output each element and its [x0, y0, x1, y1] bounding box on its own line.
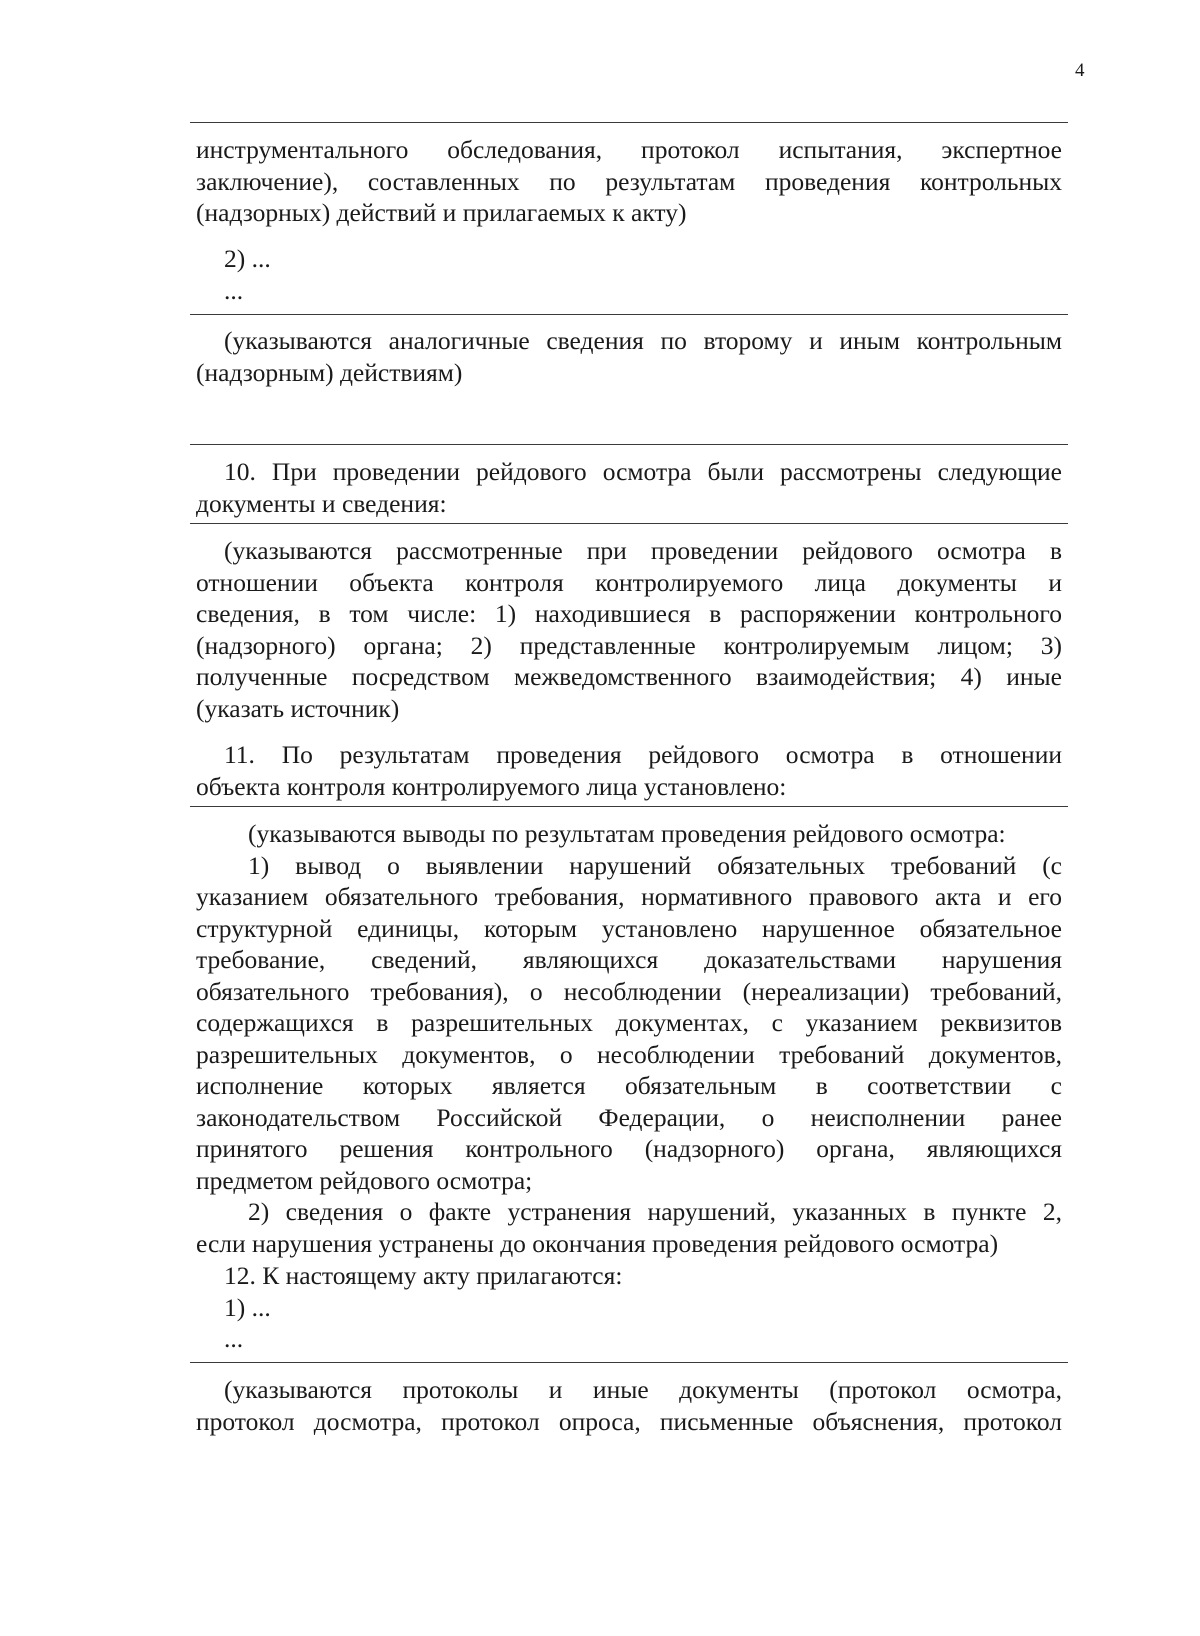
text-line: (указать источник) [196, 693, 400, 723]
analogous-actions-note [196, 325, 1062, 388]
text-line: (надзорных) действий и прилагаемых к акту) [196, 198, 687, 227]
text-line: инструментального обследования, протокол испытания, экспертное [196, 135, 1062, 164]
text-line: указанием обязательного требования, нормативного правового акта и его [196, 882, 1062, 911]
divider-line [190, 523, 1068, 524]
ellipsis-line: ... [224, 275, 244, 305]
section-10-note [196, 535, 1062, 724]
text-line: разрешительных документов, о несоблюдении требований документов, [196, 1039, 1062, 1069]
text-line: протокол досмотра, протокол опроса, письменные объяснения, протокол [196, 1406, 1062, 1436]
text-line: если нарушения устранены до окончания проведения рейдового осмотра) [196, 1228, 999, 1258]
section-12 [196, 1260, 1062, 1355]
text-line: 2) сведения о факте устранения нарушений, указанных в пункте 2, [248, 1197, 1062, 1226]
text-line: документы и сведения: [196, 488, 447, 518]
text-line: (указываются протоколы и иные документы (протокол осмотра, [224, 1375, 1062, 1404]
text-line: заключение), составленных по результатам проведения контрольных [196, 166, 1062, 196]
text-line: объекта контроля контролируемого лица установлено: [196, 771, 787, 801]
section-11-note [196, 818, 1062, 1259]
text-line: структурной единицы, которым установлено нарушенное обязательное [196, 913, 1062, 943]
page-number: 4 [1075, 60, 1085, 81]
section-title: 12. К настоящему акту прилагаются: [224, 1261, 623, 1290]
divider-line [190, 314, 1068, 315]
divider-line [190, 806, 1068, 807]
ellipsis-line: ... [224, 1324, 244, 1353]
item-2-placeholder [196, 243, 1062, 306]
text-line: полученные посредством межведомственного взаимодействия; 4) иные [196, 662, 1062, 691]
text-line: предметом рейдового осмотра; [196, 1165, 533, 1195]
section-10-heading [196, 456, 1062, 519]
section-12-note [196, 1374, 1062, 1437]
list-item: 2) ... [224, 244, 271, 273]
text-line: сведения, в том числе: 1) находившиеся в распоряжении контрольного [196, 599, 1062, 628]
text-line: 1) вывод о выявлении нарушений обязательных требований (с [248, 850, 1062, 880]
text-line: (указываются выводы по результатам проведения рейдового осмотра: [248, 819, 1006, 848]
text-line: (указываются рассмотренные при проведении рейдового осмотра в [224, 536, 1062, 565]
list-item: 1) ... [224, 1292, 271, 1322]
text-line: принятого решения контрольного (надзорного) органа, являющихся [196, 1134, 1062, 1163]
divider-line [190, 444, 1068, 445]
text-line: содержащихся в разрешительных документах, с указанием реквизитов [196, 1008, 1062, 1037]
text-line: исполнение которых является обязательным в соответствии с [196, 1071, 1062, 1100]
text-line: (надзорного) органа; 2) представленные контролируемым лицом; 3) [196, 630, 1062, 660]
text-line: требование, сведений, являющихся доказательствами нарушения [196, 945, 1062, 974]
instrumental-results-paragraph [196, 134, 1062, 229]
text-line: (надзорным) действиям) [196, 357, 463, 387]
section-11-heading [196, 739, 1062, 802]
text-line: отношении объекта контроля контролируемого лица документы и [196, 567, 1062, 597]
divider-line [190, 1362, 1068, 1363]
text-line: законодательством Российской Федерации, о неисполнении ранее [196, 1102, 1062, 1132]
text-line: 10. При проведении рейдового осмотра были рассмотрены следующие [224, 457, 1062, 486]
text-line: обязательного требования), о несоблюдении (нереализации) требований, [196, 976, 1062, 1006]
text-line: 11. По результатам проведения рейдового осмотра в отношении [224, 740, 1062, 769]
text-line: (указываются аналогичные сведения по второму и иным контрольным [224, 326, 1062, 355]
divider-line [190, 122, 1068, 123]
